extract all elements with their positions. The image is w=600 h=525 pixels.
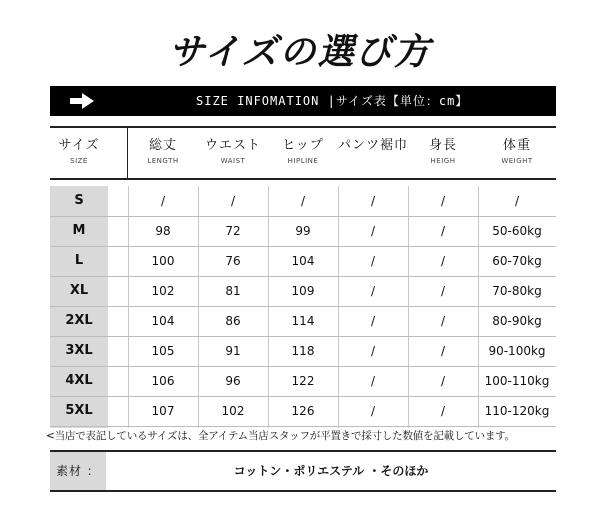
- measurement-note: <当店で表記しているサイズは、全アイテム当店スタッフが平置きで採寸した数値を記載しています。: [46, 430, 515, 442]
- header-sublabel: WEIGHT: [501, 157, 533, 165]
- height-cell: /: [440, 404, 446, 418]
- hip-cell: 118: [291, 344, 315, 358]
- header-hem-width: [338, 128, 408, 178]
- waist-cell: 102: [221, 404, 245, 418]
- hip-cell: 122: [291, 374, 315, 388]
- page-title: サイズの選び方: [168, 31, 432, 73]
- header-label: パンツ裾巾: [338, 138, 409, 153]
- hip-cell: 126: [291, 404, 315, 418]
- hip-cell: 99: [295, 224, 311, 238]
- weight-cell: 100-110kg: [484, 374, 550, 388]
- table-row: [50, 186, 556, 217]
- waist-cell: /: [230, 194, 236, 208]
- hem-cell: /: [370, 344, 376, 358]
- height-cell: /: [440, 194, 446, 208]
- length-cell: 107: [151, 404, 175, 418]
- weight-cell: 80-90kg: [492, 314, 542, 328]
- size-cell: 4XL: [65, 373, 93, 388]
- weight-cell: 50-60kg: [492, 224, 542, 238]
- header-sublabel: HIPLINE: [287, 157, 319, 165]
- header-size: [50, 128, 108, 178]
- waist-cell: 91: [225, 344, 241, 358]
- length-cell: 105: [151, 344, 175, 358]
- height-cell: /: [440, 344, 446, 358]
- length-cell: 100: [151, 254, 175, 268]
- size-table: [50, 186, 556, 428]
- material-row: [50, 450, 556, 492]
- header-label: 体重: [502, 138, 531, 153]
- table-row: [50, 366, 556, 397]
- material-label: 素材 ：: [50, 452, 106, 490]
- header-height: [408, 128, 478, 178]
- height-cell: /: [440, 374, 446, 388]
- arrow-right-icon: [56, 88, 108, 114]
- height-cell: /: [440, 254, 446, 268]
- table-row: [50, 276, 556, 307]
- info-banner: [50, 86, 556, 116]
- height-cell: /: [440, 284, 446, 298]
- hip-cell: 114: [291, 314, 315, 328]
- waist-cell: 96: [225, 374, 241, 388]
- waist-cell: 72: [225, 224, 241, 238]
- header-sublabel: LENGTH: [147, 157, 179, 165]
- hem-cell: /: [370, 374, 376, 388]
- hem-cell: /: [370, 284, 376, 298]
- hip-cell: 109: [291, 284, 315, 298]
- hem-cell: /: [370, 194, 376, 208]
- weight-cell: 60-70kg: [492, 254, 542, 268]
- weight-cell: 90-100kg: [488, 344, 546, 358]
- size-cell: S: [74, 193, 84, 208]
- size-cell: 2XL: [65, 313, 93, 328]
- header-length: [128, 128, 198, 178]
- header-label: ウエスト: [204, 138, 261, 153]
- weight-cell: 70-80kg: [492, 284, 542, 298]
- length-cell: 106: [151, 374, 175, 388]
- length-cell: 104: [151, 314, 175, 328]
- length-cell: 102: [151, 284, 175, 298]
- height-cell: /: [440, 314, 446, 328]
- size-cell: L: [74, 253, 84, 268]
- header-label: 身長: [428, 138, 457, 153]
- header-sublabel: SIZE: [70, 157, 88, 165]
- hem-cell: /: [370, 254, 376, 268]
- waist-cell: 81: [225, 284, 241, 298]
- table-row: [50, 396, 556, 427]
- table-row: [50, 246, 556, 277]
- header-sublabel: WAIST: [220, 157, 246, 165]
- length-cell: 98: [155, 224, 171, 238]
- table-row: [50, 306, 556, 337]
- hip-cell: /: [300, 194, 306, 208]
- table-row: [50, 216, 556, 247]
- weight-cell: /: [514, 194, 520, 208]
- header-label: ヒップ: [282, 138, 324, 153]
- size-cell: M: [72, 223, 86, 238]
- size-cell: XL: [69, 283, 89, 298]
- hip-cell: 104: [291, 254, 315, 268]
- hem-cell: /: [370, 224, 376, 238]
- header-weight: [478, 128, 556, 178]
- size-cell: 3XL: [65, 343, 93, 358]
- waist-cell: 76: [225, 254, 241, 268]
- height-cell: /: [440, 224, 446, 238]
- length-cell: /: [160, 194, 166, 208]
- weight-cell: 110-120kg: [484, 404, 550, 418]
- table-row: [50, 336, 556, 367]
- material-value: コットン・ポリエステル ・そのほか: [233, 464, 429, 478]
- header-sublabel: HEIGH: [430, 157, 456, 165]
- hem-cell: /: [370, 404, 376, 418]
- header-label: 総丈: [148, 138, 177, 153]
- banner-text: SIZE INFOMATION |サイズ表【単位：cm】: [196, 94, 469, 108]
- header-hipline: [268, 128, 338, 178]
- table-header: [50, 126, 556, 180]
- size-cell: 5XL: [65, 403, 93, 418]
- header-label: サイズ: [58, 138, 100, 153]
- hem-cell: /: [370, 314, 376, 328]
- header-waist: [198, 128, 268, 178]
- waist-cell: 86: [225, 314, 241, 328]
